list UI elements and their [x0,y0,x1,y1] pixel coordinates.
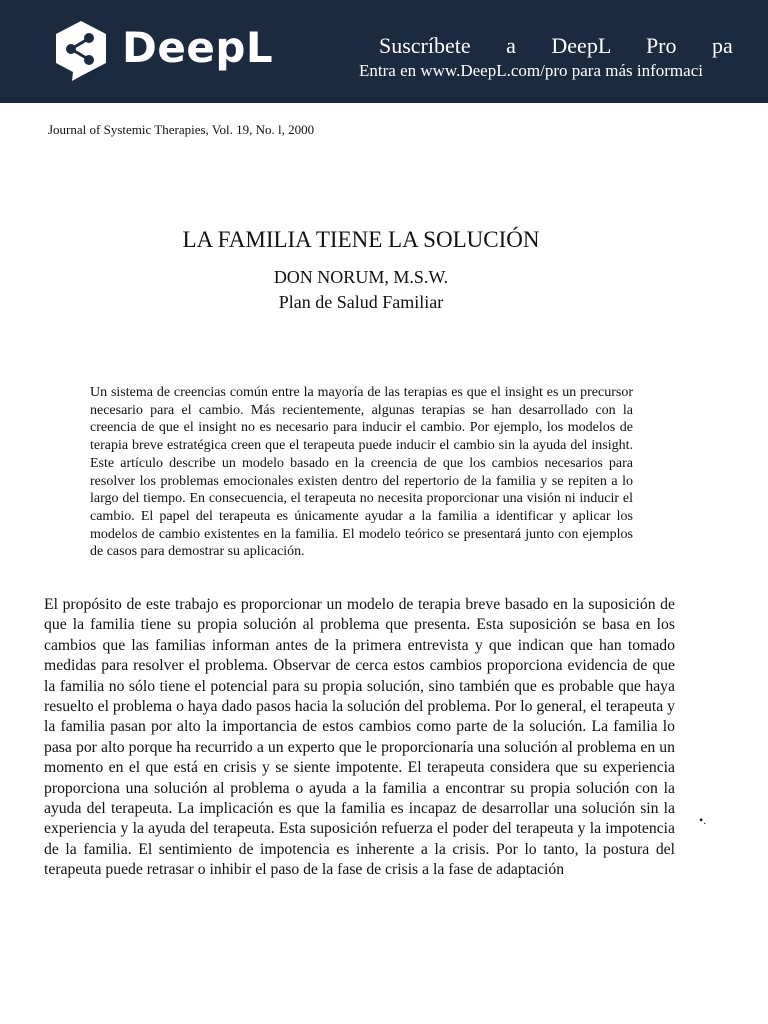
deepl-logo-text: DeepL [122,23,274,72]
stray-mark: •. [699,813,707,827]
deepl-promo-banner[interactable] [0,0,768,103]
body-paragraph: El propósito de este trabajo es proporcionar un modelo de terapia breve basado en la suposición de que la familia tiene su propia solución al problema que presenta. Esta suposición se basa en los cambios que las familias informan antes de la primera entrevista y que indican que han tomado medidas para resolver el problema. Observar de cerca estos cambios proporciona evidencia de que la familia no sólo tiene el potencial para su propia solución, sino también que es probable que haya resuelto el problema o haya dado pasos hacia la solución del problema. Por lo general, el terapeuta y la familia pasan por alto la importancia de estos cambios como parte de la solución. La familia lo pasa por alto porque ha recurrido a un experto que le proporcionaría una solución al problema en un momento en el que está en crisis y se siente impotente. El terapeuta considera que su experiencia proporciona una solución al problema o ayuda a la familia a encontrar su propia solución con la ayuda del terapeuta. La implicación es que la familia es incapaz de desarrollar una solución sin la experiencia y la ayuda del terapeuta. Esta suposición refuerza el poder del terapeuta y la impotencia de la familia. El sentimiento de impotencia es inherente a la crisis. Por lo tanto, la postura del terapeuta puede retrasar o inhibir el paso de la fase de crisis a la fase de adaptación [44,596,675,879]
deepl-share-icon [52,19,110,83]
author-affiliation: Plan de Salud Familiar [278,292,444,312]
journal-reference: Journal of Systemic Therapies, Vol. 19, No. l, 2000 [48,122,315,137]
article-title: LA FAMILIA TIENE LA SOLUCIÓN [182,227,540,252]
more-info-link-text[interactable]: Entra en www.DeepL.com/pro para más informaci [359,61,703,80]
author-name: DON NORUM, M.S.W. [273,267,449,287]
subscribe-promo-text[interactable]: Suscríbete a DeepL Pro pa [379,33,733,58]
abstract-paragraph: Un sistema de creencias común entre la mayoría de las terapias es que el insight es un precursor necesario para el cambio. Más recientemente, algunas terapias se han desarrollado con la creencia de que el insight no es necesario para inducir el cambio. Por ejemplo, los modelos de terapia breve estratégica creen que el terapeuta puede inducir el cambio sin la ayuda del insight. Este artículo describe un modelo basado en la creencia de que los cambios necesarios para resolver los problemas emocionales existen dentro del repertorio de la familia y se repiten a lo largo del tiempo. En consecuencia, el terapeuta no necesita proporcionar una visión ni inducir el cambio. El papel del terapeuta es únicamente ayudar a la familia a identificar y aplicar los modelos de cambio existentes en la familia. El modelo teórico se presentará junto con ejemplos de casos para demostrar su aplicación. [90,385,633,560]
